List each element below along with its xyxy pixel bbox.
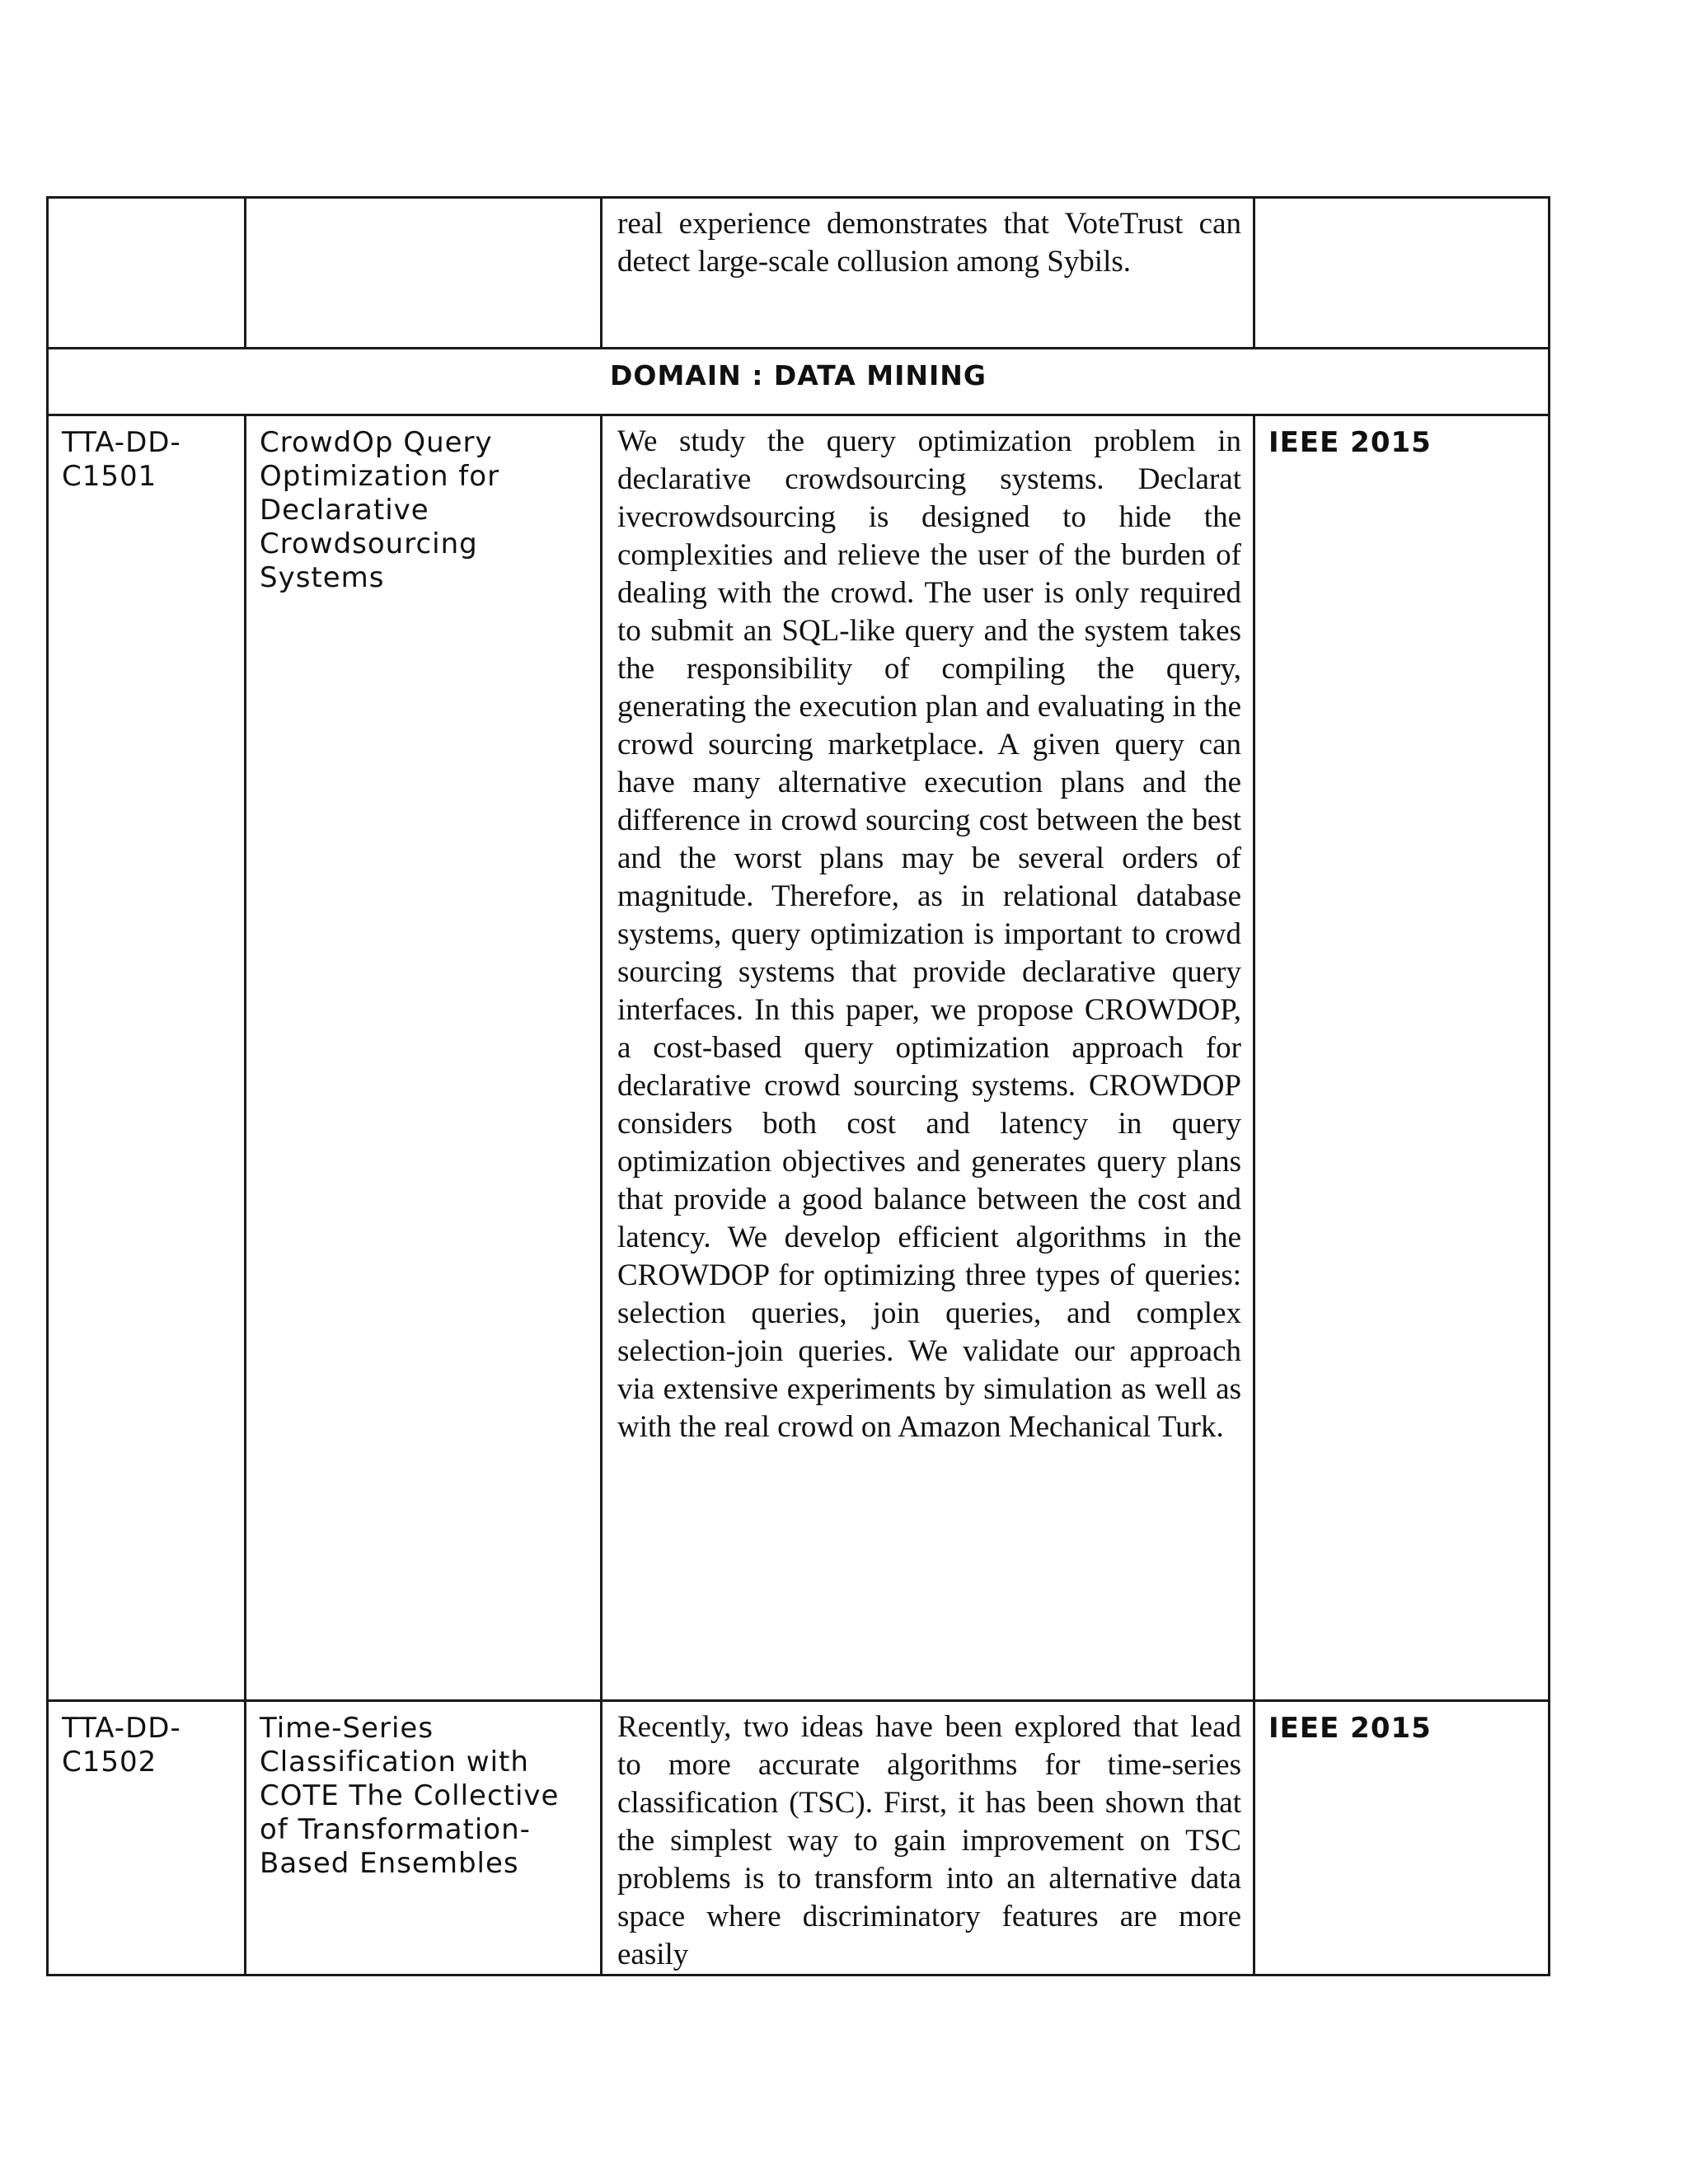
domain-row	[48, 349, 1550, 415]
table-row	[48, 415, 1550, 1701]
project-title-cell	[246, 415, 602, 1701]
abstract-cell	[602, 415, 1254, 1701]
table-row-continued	[48, 198, 1550, 349]
project-code-cell	[48, 415, 246, 1701]
abstract-text: real experience demonstrates that VoteTrust can detect large-scale collusion among Sybils.	[617, 207, 1241, 279]
project-code: TTA-DD-C1501	[62, 426, 181, 493]
abstract-text: Recently, two ideas have been explored that lead to more accurate algorithms for time-series classification (TSC). First, it has been shown that the simplest way to gain improvement on TSC problems is to transform into an alternative data space where discriminatory features are more easily	[617, 1710, 1241, 1971]
publication-year: IEEE 2015	[1268, 1712, 1432, 1745]
domain-heading	[48, 349, 1550, 415]
abstract-text: We study the query optimization problem in declarative crowdsourcing systems. Declarat ivecrowdsourcing is designed to hide the complexities and relieve the user of the burden of dealing with the crowd. The user is only required to submit an SQL-like query and the system takes the responsibility of compiling the query, generating the execution plan and evaluating in the crowd sourcing marketplace. A given query can have many alternative execution plans and the difference in crowd sourcing cost between the best and the worst plans may be several orders of magnitude. Therefore, as in relational database systems, query optimization is important to crowd sourcing systems that provide declarative query interfaces. In this paper, we propose CROWDOP, a cost-based query optimization approach for declarative crowd sourcing systems. CROWDOP considers both cost and latency in query optimization objectives and generates query plans that provide a good balance between the cost and latency. We develop efficient algorithms in the CROWDOP for optimizing three types of queries: selection queries, join queries, and complex selection-join queries. We validate our approach via extensive experiments by simulation as well as with the real crowd on Amazon Mechanical Turk.	[617, 424, 1241, 1444]
project-code-cell	[48, 1701, 246, 1975]
title-cell-empty	[246, 198, 602, 349]
publication-year: IEEE 2015	[1268, 426, 1432, 459]
table-row	[48, 1701, 1550, 1975]
project-title-cell	[246, 1701, 602, 1975]
domain-label: DOMAIN : DATA MINING	[610, 359, 987, 391]
project-table	[46, 196, 1550, 1976]
project-title: Time-Series Classification with COTE The Collective of Transformation-Based Ensembles	[260, 1712, 560, 1880]
abstract-cell	[602, 1701, 1254, 1975]
project-title: CrowdOp Query Optimization for Declarative Crowdsourcing Systems	[260, 426, 500, 594]
abstract-cell	[602, 198, 1254, 349]
project-code: TTA-DD-C1502	[62, 1712, 181, 1779]
year-cell	[1254, 415, 1550, 1701]
year-cell	[1254, 1701, 1550, 1975]
code-cell-empty	[48, 198, 246, 349]
year-cell-empty	[1254, 198, 1550, 349]
